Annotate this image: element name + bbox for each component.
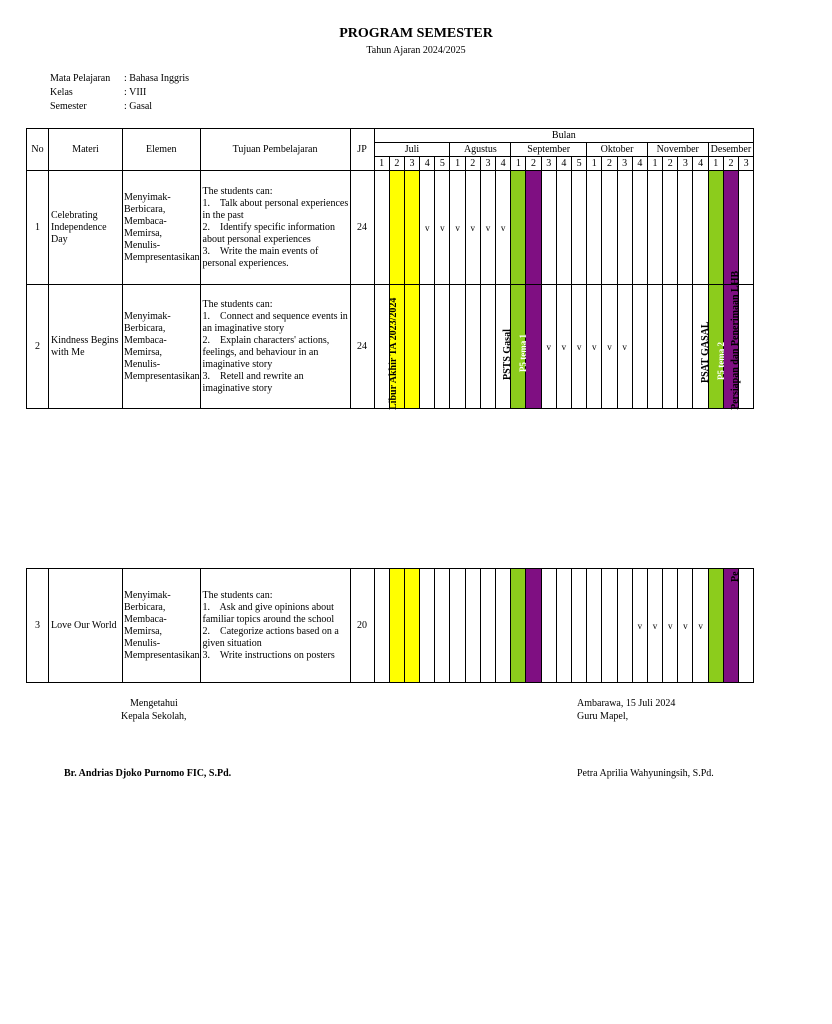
class-label: Kelas xyxy=(50,87,73,98)
header-bulan: Bulan xyxy=(374,129,754,143)
week-cell xyxy=(647,285,662,409)
week-cell xyxy=(374,171,389,285)
header-materi: Materi xyxy=(49,129,123,171)
week-cell xyxy=(678,285,693,409)
check-mark: v xyxy=(496,171,511,285)
check-mark: v xyxy=(556,285,571,409)
check-mark: v xyxy=(617,285,632,409)
week-number: 2 xyxy=(465,157,480,171)
week-number: 2 xyxy=(663,157,678,171)
week-number: 4 xyxy=(632,157,647,171)
week-cell xyxy=(602,171,617,285)
week-cell xyxy=(511,569,526,683)
week-cell xyxy=(739,569,754,683)
week-number: 5 xyxy=(571,157,586,171)
week-cell xyxy=(450,569,465,683)
subject-value: : Bahasa Inggris xyxy=(124,73,189,84)
week-cell xyxy=(632,285,647,409)
page-subtitle: Tahun Ajaran 2024/2025 xyxy=(366,45,466,56)
check-mark: v xyxy=(465,171,480,285)
check-mark: v xyxy=(571,285,586,409)
week-cell xyxy=(571,569,586,683)
week-cell xyxy=(389,569,404,683)
info-semester xyxy=(50,101,152,112)
sig-right-line1: Ambarawa, 15 Juli 2024 xyxy=(577,698,676,709)
week-cell xyxy=(450,285,465,409)
week-cell xyxy=(693,171,708,285)
check-mark: v xyxy=(632,569,647,683)
page-title: PROGRAM SEMESTER xyxy=(339,26,493,41)
teacher-name: Petra Aprilia Wahyuningsih, S.Pd. xyxy=(577,768,714,779)
week-cell xyxy=(663,171,678,285)
row-tujuan: The students can: 1. Connect and sequence events in an imaginative story 2. Explain characters' actions, feelings, and behaviour in an imaginative story 3. Retell and rewrite an imaginative story xyxy=(200,285,350,409)
row-materi: Love Our World xyxy=(49,569,123,683)
week-cell xyxy=(541,569,556,683)
row-elemen: Menyimak-Berbicara, Membaca-Memirsa, Menulis-Mempresentasikan xyxy=(123,285,201,409)
semester-label: Semester xyxy=(50,101,87,112)
month-header: September xyxy=(511,143,587,157)
week-cell xyxy=(496,569,511,683)
week-cell xyxy=(465,285,480,409)
vertical-label-p5-tema-1: P5 tema 1 xyxy=(518,334,529,372)
week-number: 2 xyxy=(389,157,404,171)
week-number: 4 xyxy=(556,157,571,171)
row-elemen: Menyimak-Berbicara, Membaca-Memirsa, Menulis-Mempresentasikan xyxy=(123,171,201,285)
row-jp: 24 xyxy=(350,171,374,285)
check-mark: v xyxy=(663,569,678,683)
week-cell xyxy=(587,569,602,683)
vertical-label-p5-tema-2: P5 tema 2 xyxy=(715,342,726,380)
week-cell xyxy=(526,171,541,285)
row-jp: 20 xyxy=(350,569,374,683)
week-number: 5 xyxy=(435,157,450,171)
week-cell xyxy=(647,171,662,285)
month-header: Juli xyxy=(374,143,450,157)
check-mark: v xyxy=(480,171,495,285)
week-cell xyxy=(556,569,571,683)
week-cell xyxy=(708,171,723,285)
semester-program-table-continued xyxy=(26,568,754,683)
week-cell xyxy=(389,171,404,285)
week-cell xyxy=(739,171,754,285)
week-cell xyxy=(480,285,495,409)
week-cell xyxy=(404,569,419,683)
week-cell xyxy=(526,285,541,409)
check-mark: v xyxy=(602,285,617,409)
week-cell xyxy=(420,285,435,409)
week-number: 4 xyxy=(496,157,511,171)
row-tujuan: The students can: 1. Ask and give opinions about familiar topics around the school 2. Categorize actions based on a given situation 3. Write instructions on posters xyxy=(200,569,350,683)
sig-left-line1: Mengetahui xyxy=(130,698,178,709)
check-mark: v xyxy=(587,285,602,409)
info-class xyxy=(50,87,146,98)
week-number: 4 xyxy=(693,157,708,171)
week-number: 2 xyxy=(602,157,617,171)
week-number: 3 xyxy=(480,157,495,171)
check-mark: v xyxy=(647,569,662,683)
week-number: 2 xyxy=(723,157,738,171)
header-jp: JP xyxy=(350,129,374,171)
week-cell xyxy=(632,171,647,285)
subject-label: Mata Pelajaran xyxy=(50,73,111,84)
week-cell xyxy=(556,171,571,285)
sig-left-line2: Kepala Sekolah, xyxy=(121,711,187,722)
week-cell xyxy=(511,171,526,285)
week-cell xyxy=(404,285,419,409)
week-cell xyxy=(617,569,632,683)
principal-name: Br. Andrias Djoko Purnomo FIC, S.Pd. xyxy=(64,768,232,779)
week-number: 3 xyxy=(678,157,693,171)
info-subject xyxy=(50,73,189,84)
week-cell xyxy=(435,285,450,409)
week-cell xyxy=(480,569,495,683)
row-tujuan: The students can: 1. Talk about personal experiences in the past 2. Identify specific information about personal experiences 3. Write the main events of personal experiences. xyxy=(200,171,350,285)
week-number: 2 xyxy=(526,157,541,171)
week-cell xyxy=(678,171,693,285)
row-no: 3 xyxy=(27,569,49,683)
row-no: 1 xyxy=(27,171,49,285)
vertical-label-psts: PSTS Gasal xyxy=(502,329,514,380)
month-header: November xyxy=(647,143,708,157)
check-mark: v xyxy=(541,285,556,409)
row-no: 2 xyxy=(27,285,49,409)
header-tujuan: Tujuan Pembelajaran xyxy=(200,129,350,171)
vertical-label-lhb: Persiapan dan Penerimaan LHB xyxy=(730,270,742,410)
week-cell xyxy=(435,569,450,683)
week-cell xyxy=(404,171,419,285)
week-cell xyxy=(708,569,723,683)
row-materi: Kindness Begins with Me xyxy=(49,285,123,409)
week-number: 1 xyxy=(374,157,389,171)
sig-right-line2: Guru Mapel, xyxy=(577,711,629,722)
vertical-label-lhb-continued: Pe xyxy=(730,571,742,582)
week-number: 1 xyxy=(450,157,465,171)
month-header: Desember xyxy=(708,143,754,157)
header-elemen: Elemen xyxy=(123,129,201,171)
week-cell xyxy=(374,285,389,409)
week-number: 1 xyxy=(708,157,723,171)
header-no: No xyxy=(27,129,49,171)
class-value: : VIII xyxy=(124,87,147,98)
week-cell xyxy=(587,171,602,285)
table-row xyxy=(27,171,754,285)
week-number: 1 xyxy=(647,157,662,171)
week-cell xyxy=(465,569,480,683)
row-jp: 24 xyxy=(350,285,374,409)
week-number: 1 xyxy=(511,157,526,171)
row-elemen: Menyimak-Berbicara, Membaca-Memirsa, Menulis-Mempresentasikan xyxy=(123,569,201,683)
week-cell xyxy=(541,171,556,285)
week-cell xyxy=(723,171,738,285)
week-cell xyxy=(617,171,632,285)
semester-value: : Gasal xyxy=(124,101,153,112)
week-cell xyxy=(420,569,435,683)
week-cell xyxy=(526,569,541,683)
month-header: Oktober xyxy=(587,143,648,157)
week-number: 3 xyxy=(541,157,556,171)
check-mark: v xyxy=(693,569,708,683)
week-cell xyxy=(571,171,586,285)
week-number: 4 xyxy=(420,157,435,171)
table-row xyxy=(27,569,754,683)
week-cell xyxy=(374,569,389,683)
month-header: Agustus xyxy=(450,143,511,157)
week-number: 3 xyxy=(739,157,754,171)
week-cell xyxy=(602,569,617,683)
week-number: 1 xyxy=(587,157,602,171)
week-cell xyxy=(723,569,738,683)
week-cell xyxy=(663,285,678,409)
vertical-label-psat: PSAT GASAL xyxy=(700,321,711,383)
check-mark: v xyxy=(678,569,693,683)
check-mark: v xyxy=(420,171,435,285)
week-number: 3 xyxy=(617,157,632,171)
check-mark: v xyxy=(435,171,450,285)
vertical-label-libur: Libur Akhir TA 2023/2024 xyxy=(388,297,400,410)
row-materi: Celebrating Independence Day xyxy=(49,171,123,285)
week-number: 3 xyxy=(404,157,419,171)
check-mark: v xyxy=(450,171,465,285)
